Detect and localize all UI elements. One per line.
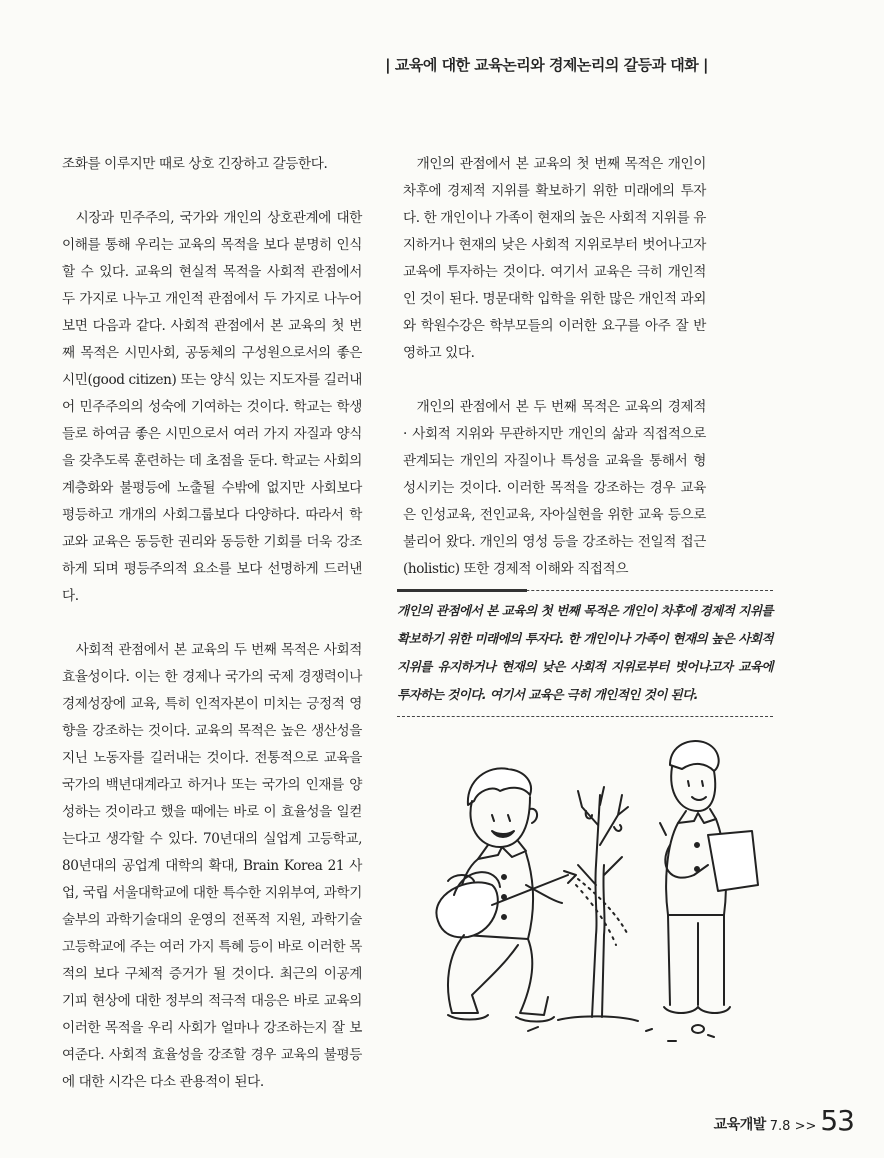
pull-quote [397,590,773,717]
right-column [403,151,706,583]
paragraph: 개인의 관점에서 본 두 번째 목적은 교육의 경제적 · 사회적 지위와 무관하지만 개인의 삶과 직접적으로 관계되는 개인의 자질이나 특성을 교육을 통해서 형성시키는 것이다. 이러한 목적을 강조하는 경우 교육은 인성교육, 전인교육, 자아실현을 위한 교육 등으로 불리어 왔다. 개인의 영성 등을 강조하는 전일적 접근(holistic) 또한 경제적 이해와 직접적으 [403,399,706,577]
paragraph: 사회적 관점에서 본 교육의 두 번째 목적은 사회적 효율성이다. 이는 한 경제나 국가의 국제 경쟁력이나 경제성장에 교육, 특히 인적자본이 미치는 긍정적 영향을 강조하는 것이다. 교육의 목적은 높은 생산성을 지닌 노동자를 길러내는 것이다. 전통적으로 교육을 국가의 백년대계라고 하거나 또는 국가의 인재를 양성하는 것이라고 했을 때에는 바로 이 효율성을 일컫는다고 생각할 수 있다. 70년대의 실업계 고등학교, 80년대의 공업계 대학의 확대, Brain Korea 21 사업, 국립 서울대학교에 대한 특수한 지위부여, 과학기술부의 과학기술대의 운영의 전폭적 지원, 과학기술고등학교에 주는 여러 가지 특혜 등이 바로 이러한 목적의 보다 구체적 증거가 될 것이다. 최근의 이공계 기피 현상에 대한 정부의 적극적 대응은 바로 교육의 이러한 목적을 우리 사회가 얼마나 강조하는지 잘 보여준다. 사회적 효율성을 강조할 경우 교육의 불평등에 대한 시각은 다소 관용적이 된다. [62,642,362,1090]
paragraph: 시장과 민주주의, 국가와 개인의 상호관계에 대한 이해를 통해 우리는 교육의 목적을 보다 분명히 인식할 수 있다. 교육의 현실적 목적을 사회적 관점에서 두 가지로 나누고 개인적 관점에서 두 가지로 나누어 보면 다음과 같다. 사회적 관점에서 본 교육의 첫 번째 목적은 시민사회, 공동체의 구성원으로서의 좋은 시민(good citizen) 또는 양식 있는 지도자를 길러내어 민주주의의 성숙에 기여하는 것이다. 학교는 학생들로 하여금 좋은 시민으로서 여러 가지 자질과 양식을 갖추도록 훈련하는 데 초점을 둔다. 학교는 사회의 계층화와 불평등에 노출될 수밖에 없지만 사회보다 평등하고 개개의 사회그룹보다 다양하다. 따라서 학교와 교육은 동등한 권리와 동등한 기회를 더욱 강조하게 되며 평등주의적 요소를 보다 선명하게 드러낸다. [62,210,362,604]
issue-number: 7.8 >> [769,1119,817,1134]
running-header: | 교육에 대한 교육논리와 경제논리의 갈등과 대화 | [385,56,708,74]
pull-quote-text: 개인의 관점에서 본 교육의 첫 번째 목적은 개인이 차후에 경제적 지위를 확보하기 위한 미래에의 투자다. 한 개인이나 가족이 현재의 높은 사회적 지위를 유지하거나 현재의 낮은 사회적 지위로부터 벗어나고자 교육에 투자하는 것이다. 여기서 교육은 극히 개인적인 것이 된다. [397,603,773,702]
paragraph: 조화를 이루지만 때로 상호 긴장하고 갈등한다. [62,156,328,172]
magazine-name: 교육개발 [713,1117,766,1133]
page-number: 53 [820,1104,854,1137]
illustration-watering-tree [408,735,778,1055]
paragraph: 개인의 관점에서 본 교육의 첫 번째 목적은 개인이 차후에 경제적 지위를 확보하기 위한 미래에의 투자다. 한 개인이나 가족이 현재의 높은 사회적 지위를 유지하거나 현재의 낮은 사회적 지위로부터 벗어나고자 교육에 투자하는 것이다. 여기서 교육은 극히 개인적인 것이 된다. 명문대학 입학을 위한 많은 개인적 과외와 학원수강은 학부모들의 이러한 요구를 아주 잘 반영하고 있다. [403,156,706,361]
left-column [62,151,362,1096]
pull-quote-bar [397,589,527,592]
page-footer [713,1104,854,1137]
standing-boy-figure [660,741,758,1013]
